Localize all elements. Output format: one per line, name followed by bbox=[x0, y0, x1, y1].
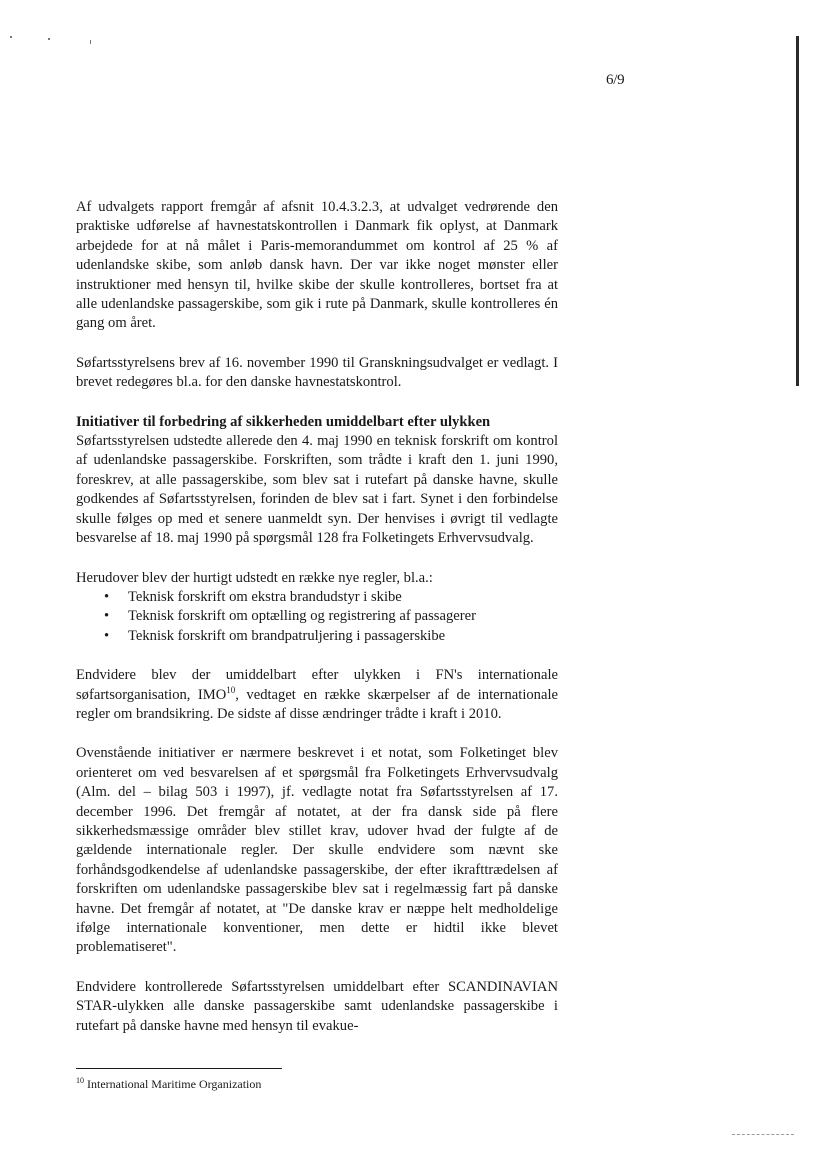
bullet-icon: • bbox=[104, 588, 110, 605]
paragraph-havnestatskontrol: Af udvalgets rapport fremgår af afsnit 10.4.3.2.3, at udvalget vedrørende den praktiske udførelse af havnestatskontrollen i Danmark fik oplyst, at Danmark arbejdede for at nå målet i Paris-memorandummet om kontrol af 25 % af udenlandske skibe, som anløb dansk havn. Der var ikke noget mønster eller instruktioner med hensyn til, hvilke skibe der skulle kontrolleres, bortset fra at alle udenlandske passagerskibe, som gik i rute på Danmark, skulle kontrolleres én gang om året. bbox=[76, 199, 558, 332]
list-item-text: Teknisk forskrift om brandpatruljering i passagerskibe bbox=[128, 627, 446, 644]
document-body bbox=[76, 198, 558, 1056]
list-item bbox=[76, 588, 558, 607]
paragraph-kontrol: Endvidere kontrollerede Søfartsstyrelsen umiddelbart efter SCANDINAVIAN STAR-ulykken alle danske passagerskibe samt udenlandske passagerskibe i rutefart på danske havne med hensyn til evakue- bbox=[76, 978, 558, 1034]
paragraph-imo bbox=[76, 666, 558, 724]
paragraph-imo-text-after: , vedtaget en række skærpelser af de internationale regler om brandsikring. De sidste af disse ændringer trådte i kraft i 2010. bbox=[76, 686, 558, 722]
section-heading: Initiativer til forbedring af sikkerheden umiddelbart efter ulykken bbox=[76, 413, 491, 430]
list-item bbox=[76, 627, 558, 646]
paragraph-imo-text-before: Endvidere blev der umiddelbart efter ulykken i FN's internationale søfartsorganisation, IMO bbox=[76, 667, 558, 703]
bullet-icon: • bbox=[104, 627, 110, 644]
list-item bbox=[76, 607, 558, 626]
footnote-divider bbox=[76, 1068, 282, 1069]
scan-artifact bbox=[732, 1134, 794, 1136]
footnote-text: International Maritime Organization bbox=[87, 1077, 262, 1091]
list-item-text: Teknisk forskrift om ekstra brandudstyr i skibe bbox=[128, 588, 402, 605]
paragraph-teknisk-forskrift: Søfartsstyrelsen udstedte allerede den 4. maj 1990 en teknisk forskrift om kontrol af udenlandske passagerskibe. Forskriften, som trådte i kraft den 1. juni 1990, foreskrev, at alle passagerskibe, som blev sat i rutefart på danske havne, skulle godkendes af Søfartsstyrelsen, forinden de blev sat i fart. Synet i den forbindelse skulle følges op med et senere uanmeldt syn. Der henvises i øvrigt til vedlagte besvarelse af 18. maj 1990 på spørgsmål 128 fra Folketingets Erhvervsudvalg. bbox=[76, 433, 558, 547]
footnote bbox=[76, 1077, 261, 1092]
footnote-reference: 10 bbox=[226, 684, 236, 695]
footnote-marker: 10 bbox=[76, 1076, 84, 1085]
scan-speck bbox=[10, 36, 12, 38]
list-item-text: Teknisk forskrift om optælling og registrering af passagerer bbox=[128, 608, 476, 625]
bullet-intro: Herudover blev der hurtigt udstedt en række nye regler, bl.a.: bbox=[76, 569, 433, 586]
paragraph-brev: Søfartsstyrelsens brev af 16. november 1990 til Granskningsudvalget er vedlagt. I brevet redegøres bl.a. for den danske havnestatskontrol. bbox=[76, 354, 558, 391]
scan-edge-line bbox=[796, 36, 799, 386]
scan-speck bbox=[90, 40, 91, 44]
scan-speck bbox=[48, 38, 50, 40]
paragraph-notat: Ovenstående initiativer er nærmere beskrevet i et notat, som Folketinget blev orienteret om ved besvarelsen af et spørgsmål fra Folketingets Erhvervsudvalg (Alm. del – bilag 503 i 1997), jf. vedlagte notat fra Søfartsstyrelsen af 17. december 1996. Det fremgår af notatet, at der fra dansk side på flere sikkerhedsmæssige områder blev stillet krav, udover hvad der fulgte af de gældende internationale regler. Der skulle endvidere som nævnt ske forhåndsgodkendelse af udenlandske passagerskibe, der efter ikrafttrædelsen af forskriften om udenlandske passagerskibe blev sat i regelmæssig fart på danske havne. Det fremgår af notatet, at "De danske krav er næppe helt medholdelige ifølge internationale konventioner, men dette er hidtil ikke blevet problematiseret". bbox=[76, 745, 558, 956]
bullet-icon: • bbox=[104, 608, 110, 625]
rules-list bbox=[76, 588, 558, 646]
page-number: 6/9 bbox=[606, 72, 625, 88]
